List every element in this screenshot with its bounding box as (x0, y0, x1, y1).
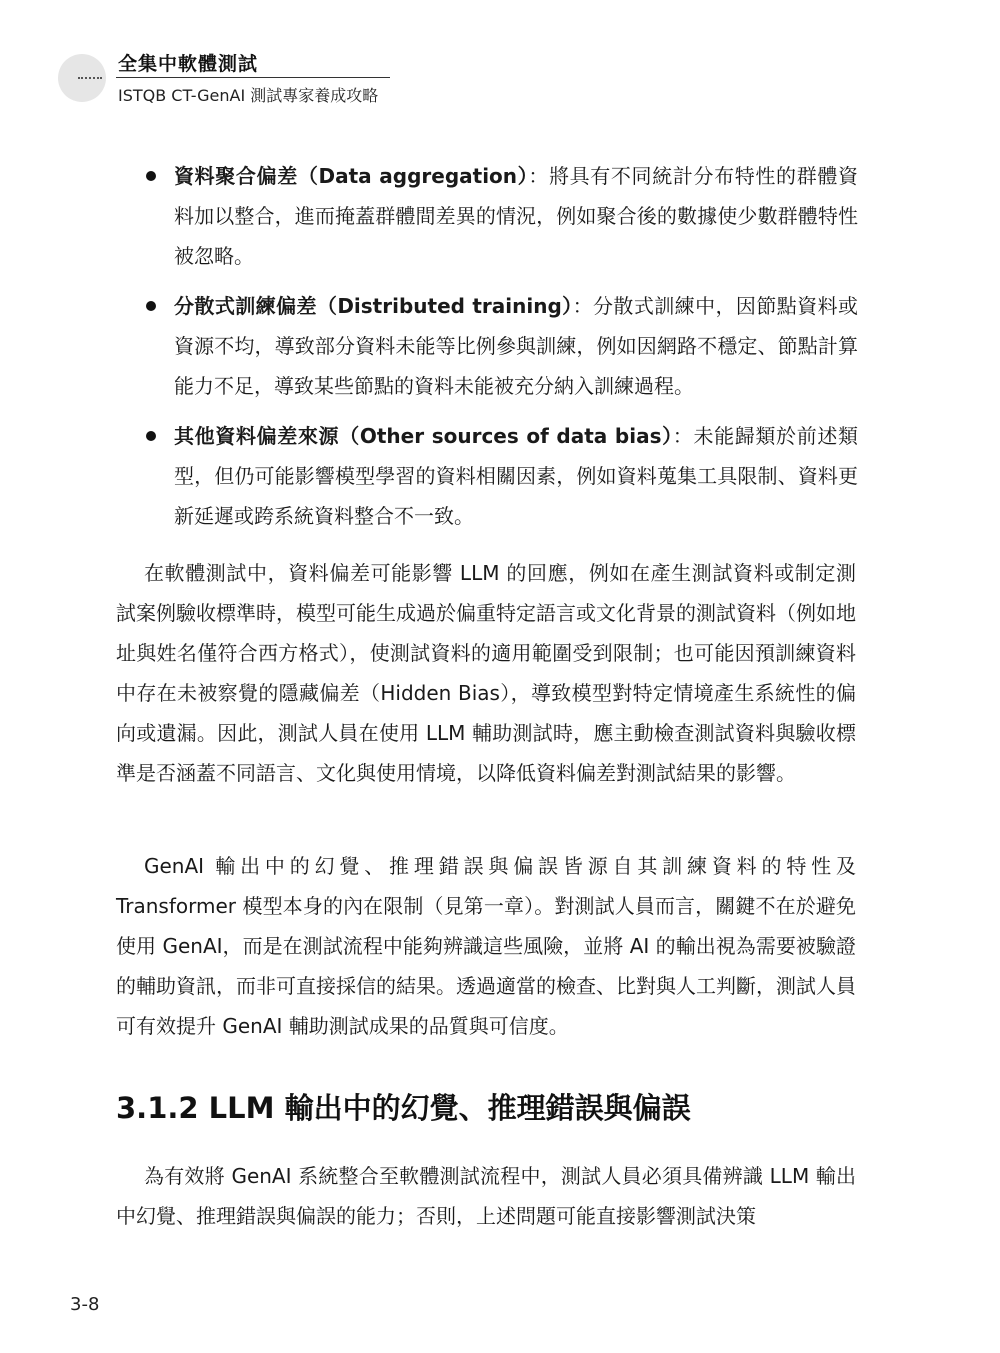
body-paragraph: 在軟體測試中，資料偏差可能影響 LLM 的回應，例如在產生測試資料或制定測試案例驗收標準時，模型可能生成過於偏重特定語言或文化背景的測試資料（例如地址與姓名僅符合西方格式），使測試資料的適用範圍受到限制；也可能因預訓練資料中存在未被察覺的隱藏偏差（Hidden Bias），導致模型對特定情境產生系統性的偏向或遺漏。因此，測試人員在使用 LLM 輔助測試時，應主動檢查測試資料與驗收標準是否涵蓋不同語言、文化與使用情境，以降低資料偏差對測試結果的影響。 (116, 561, 856, 785)
bullet-dot-icon (146, 171, 156, 181)
bullet-text: ：分散式訓練中，因節點資料或資源不均，導致部分資料未能等比例參與訓練，例如因網路不穩定、節點計算能力不足，導致某些節點的資料未能被充分納入訓練過程。 (174, 294, 858, 398)
section-heading: 3.1.2 LLM 輸出中的幻覺、推理錯誤與偏誤 (116, 1091, 691, 1125)
page-number: 3-8 (70, 1294, 100, 1315)
bullet-text: ：將具有不同統計分布特性的群體資料加以整合，進而掩蓋群體間差異的情況，例如聚合後的數據使少數群體特性被忽略。 (174, 164, 858, 268)
bullet-term: 資料聚合偏差（Data aggregation） (174, 164, 529, 188)
bullet-dot-icon (146, 301, 156, 311)
section-paragraph: 為有效將 GenAI 系統整合至軟體測試流程中，測試人員必須具備辨識 LLM 輸出中幻覺、推理錯誤與偏誤的能力；否則，上述問題可能直接影響測試決策 (116, 1164, 856, 1228)
bullet-text: ：未能歸類於前述類型，但仍可能影響模型學習的資料相關因素，例如資料蒐集工具限制、資料更新延遲或跨系統資料整合不一致。 (174, 424, 858, 528)
bullet-list (140, 156, 858, 546)
bullet-item (140, 286, 858, 406)
bullet-dot-icon (146, 431, 156, 441)
bullet-term: 分散式訓練偏差（Distributed training） (174, 294, 573, 318)
header-rule (116, 77, 390, 78)
bullet-item (140, 156, 858, 276)
header-dotted-line (78, 77, 102, 79)
body-paragraph: GenAI 輸出中的幻覺、推理錯誤與偏誤皆源自其訓練資料的特性及 Transformer 模型本身的內在限制（見第一章）。對測試人員而言，關鍵不在於避免使用 GenAI，而是在測試流程中能夠辨識這些風險，並將 AI 的輸出視為需要被驗證的輔助資訊，而非可直接採信的結果。透過適當的檢查、比對與人工判斷，測試人員可有效提升 GenAI 輔助測試成果的品質與可信度。 (116, 854, 856, 1038)
bullet-term: 其他資料偏差來源（Other sources of data bias） (174, 424, 673, 448)
running-header-title: 全集中軟體測試 (118, 53, 259, 75)
bullet-item (140, 416, 858, 536)
running-header-subtitle: ISTQB CT-GenAI 測試專家養成攻略 (118, 86, 379, 105)
